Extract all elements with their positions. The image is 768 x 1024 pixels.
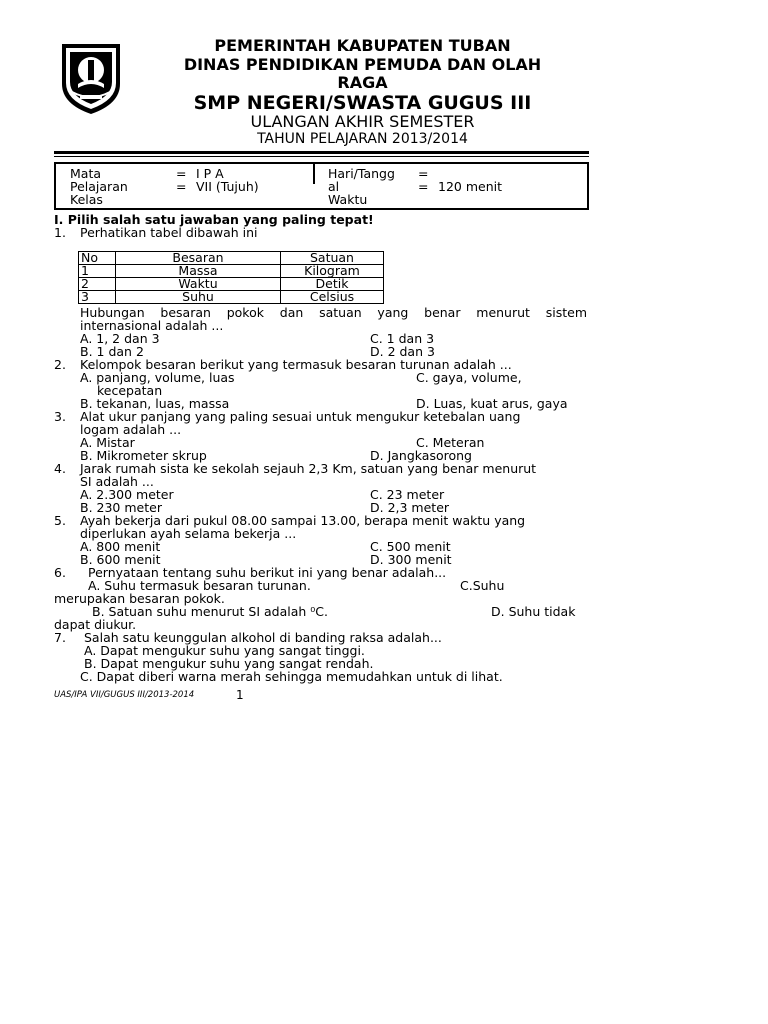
q4-number: 4. <box>54 461 66 476</box>
q6-option-c: C.Suhu <box>460 578 505 593</box>
q4-text-line-2: SI adalah ... <box>80 474 154 489</box>
table-cell: Waktu <box>116 278 281 291</box>
q4-option-c: C. 23 meter <box>370 487 445 502</box>
section-title: I. Pilih salah satu jawaban yang paling tepat! <box>54 212 374 227</box>
q5-option-b: B. 600 menit <box>80 552 161 567</box>
q7-option-a: A. Dapat mengukur suhu yang sangat tinggi. <box>84 643 365 658</box>
q2-option-a: A. panjang, volume, luas <box>80 370 235 385</box>
q4-text-line-1: Jarak rumah sista ke sekolah sejauh 2,3 Km, satuan yang benar menurut <box>80 461 537 476</box>
header-line-3: RAGA <box>337 73 388 92</box>
table-cell: 2 <box>79 278 116 291</box>
footer-code: UAS/IPA VII/GUGUS III/2013-2014 <box>54 690 195 700</box>
q6-option-b: B. Satuan suhu menurut SI adalah ⁰C. <box>92 604 328 619</box>
label-al: al <box>328 179 340 194</box>
table-cell: Kilogram <box>281 265 384 278</box>
table-cell: 3 <box>79 291 116 304</box>
table-header-cell: No <box>79 252 116 265</box>
q5-number: 5. <box>54 513 66 528</box>
q5-text-line-2: diperlukan ayah selama bekerja ... <box>80 526 297 541</box>
table-header-cell: Besaran <box>116 252 281 265</box>
page-number: 1 <box>236 688 244 702</box>
q1-option-d: D. 2 dan 3 <box>370 344 435 359</box>
q7-number: 7. <box>54 630 66 645</box>
table-header-cell: Satuan <box>281 252 384 265</box>
q4-option-b: B. 230 meter <box>80 500 162 515</box>
q6-option-a: A. Suhu termasuk besaran turunan. <box>88 578 311 593</box>
info-box-divider <box>313 162 315 184</box>
q6-option-d: D. Suhu tidak <box>491 604 576 619</box>
q4-option-d: D. 2,3 meter <box>370 500 450 515</box>
label-mata: Mata <box>70 166 102 181</box>
q5-option-a: A. 800 menit <box>80 539 161 554</box>
table-cell: 1 <box>79 265 116 278</box>
q4-option-a: A. 2.300 meter <box>80 487 174 502</box>
eq-date: = <box>418 166 429 181</box>
exam-title: ULANGAN AKHIR SEMESTER <box>250 112 475 131</box>
label-pelajaran: Pelajaran <box>70 179 128 194</box>
q3-option-c: C. Meteran <box>416 435 485 450</box>
q5-option-c: C. 500 menit <box>370 539 451 554</box>
label-waktu: Waktu <box>328 192 368 207</box>
quantity-table <box>78 251 384 304</box>
header-rule-thin <box>54 156 589 157</box>
q7-option-b: B. Dapat mengukur suhu yang sangat rendah. <box>84 656 374 671</box>
q3-number: 3. <box>54 409 66 424</box>
school-name: SMP NEGERI/SWASTA GUGUS III <box>193 92 532 114</box>
eq-subject: = <box>176 166 187 181</box>
value-subject: I P A <box>196 166 224 181</box>
q7-option-c: C. Dapat diberi warna merah sehingga memudahkan untuk di lihat. <box>80 669 503 684</box>
q1-number: 1. <box>54 225 66 240</box>
q6-number: 6. <box>54 565 66 580</box>
q3-text-line-1: Alat ukur panjang yang paling sesuai untuk mengukur ketebalan uang <box>80 409 521 424</box>
academic-year: TAHUN PELAJARAN 2013/2014 <box>257 131 468 147</box>
table-cell: Detik <box>281 278 384 291</box>
q2-text: Kelompok besaran berikut yang termasuk besaran turunan adalah ... <box>80 357 512 372</box>
table-cell: Massa <box>116 265 281 278</box>
header-line-2: DINAS PENDIDIKAN PEMUDA DAN OLAH <box>183 55 542 74</box>
header-line-1: PEMERINTAH KABUPATEN TUBAN <box>214 36 511 55</box>
value-class: VII (Tujuh) <box>196 179 259 194</box>
q2-number: 2. <box>54 357 66 372</box>
eq-time: = <box>418 179 429 194</box>
q3-option-b: B. Mikrometer skrup <box>80 448 207 463</box>
q3-option-d: D. Jangkasorong <box>370 448 472 463</box>
q1-option-a: A. 1, 2 dan 3 <box>80 331 160 346</box>
q6-option-c-cont: merupakan besaran pokok. <box>54 591 225 606</box>
table-cell: Suhu <box>116 291 281 304</box>
value-time: 120 menit <box>438 179 502 194</box>
q6-option-d-cont: dapat diukur. <box>54 617 137 632</box>
q1-option-b: B. 1 dan 2 <box>80 344 144 359</box>
q2-option-a-cont: kecepatan <box>97 383 163 398</box>
q1-option-c: C. 1 dan 3 <box>370 331 435 346</box>
table-cell: Celsius <box>281 291 384 304</box>
q3-option-a: A. Mistar <box>80 435 135 450</box>
header-rule-thick <box>54 151 589 154</box>
label-hari: Hari/Tangg <box>328 166 395 181</box>
q7-text: Salah satu keunggulan alkohol di banding raksa adalah... <box>84 630 442 645</box>
q2-option-b: B. tekanan, luas, massa <box>80 396 230 411</box>
q1-text: Perhatikan tabel dibawah ini <box>80 225 258 240</box>
q1-question-line-2: internasional adalah ... <box>80 318 224 333</box>
table-row <box>79 291 384 304</box>
q3-text-line-2: logam adalah ... <box>80 422 182 437</box>
q2-option-c: C. gaya, volume, <box>416 370 522 385</box>
q2-option-d: D. Luas, kuat arus, gaya <box>416 396 568 411</box>
q1-question-line-1: Hubungan besaran pokok dan satuan yang benar menurut sistem <box>80 305 587 320</box>
eq-class: = <box>176 179 187 194</box>
label-kelas: Kelas <box>70 192 103 207</box>
exam-info-box <box>54 162 589 210</box>
q6-text: Pernyataan tentang suhu berikut ini yang benar adalah... <box>88 565 447 580</box>
q5-option-d: D. 300 menit <box>370 552 452 567</box>
regency-crest-logo <box>58 40 124 116</box>
q5-text-line-1: Ayah bekerja dari pukul 08.00 sampai 13.00, berapa menit waktu yang <box>80 513 526 528</box>
